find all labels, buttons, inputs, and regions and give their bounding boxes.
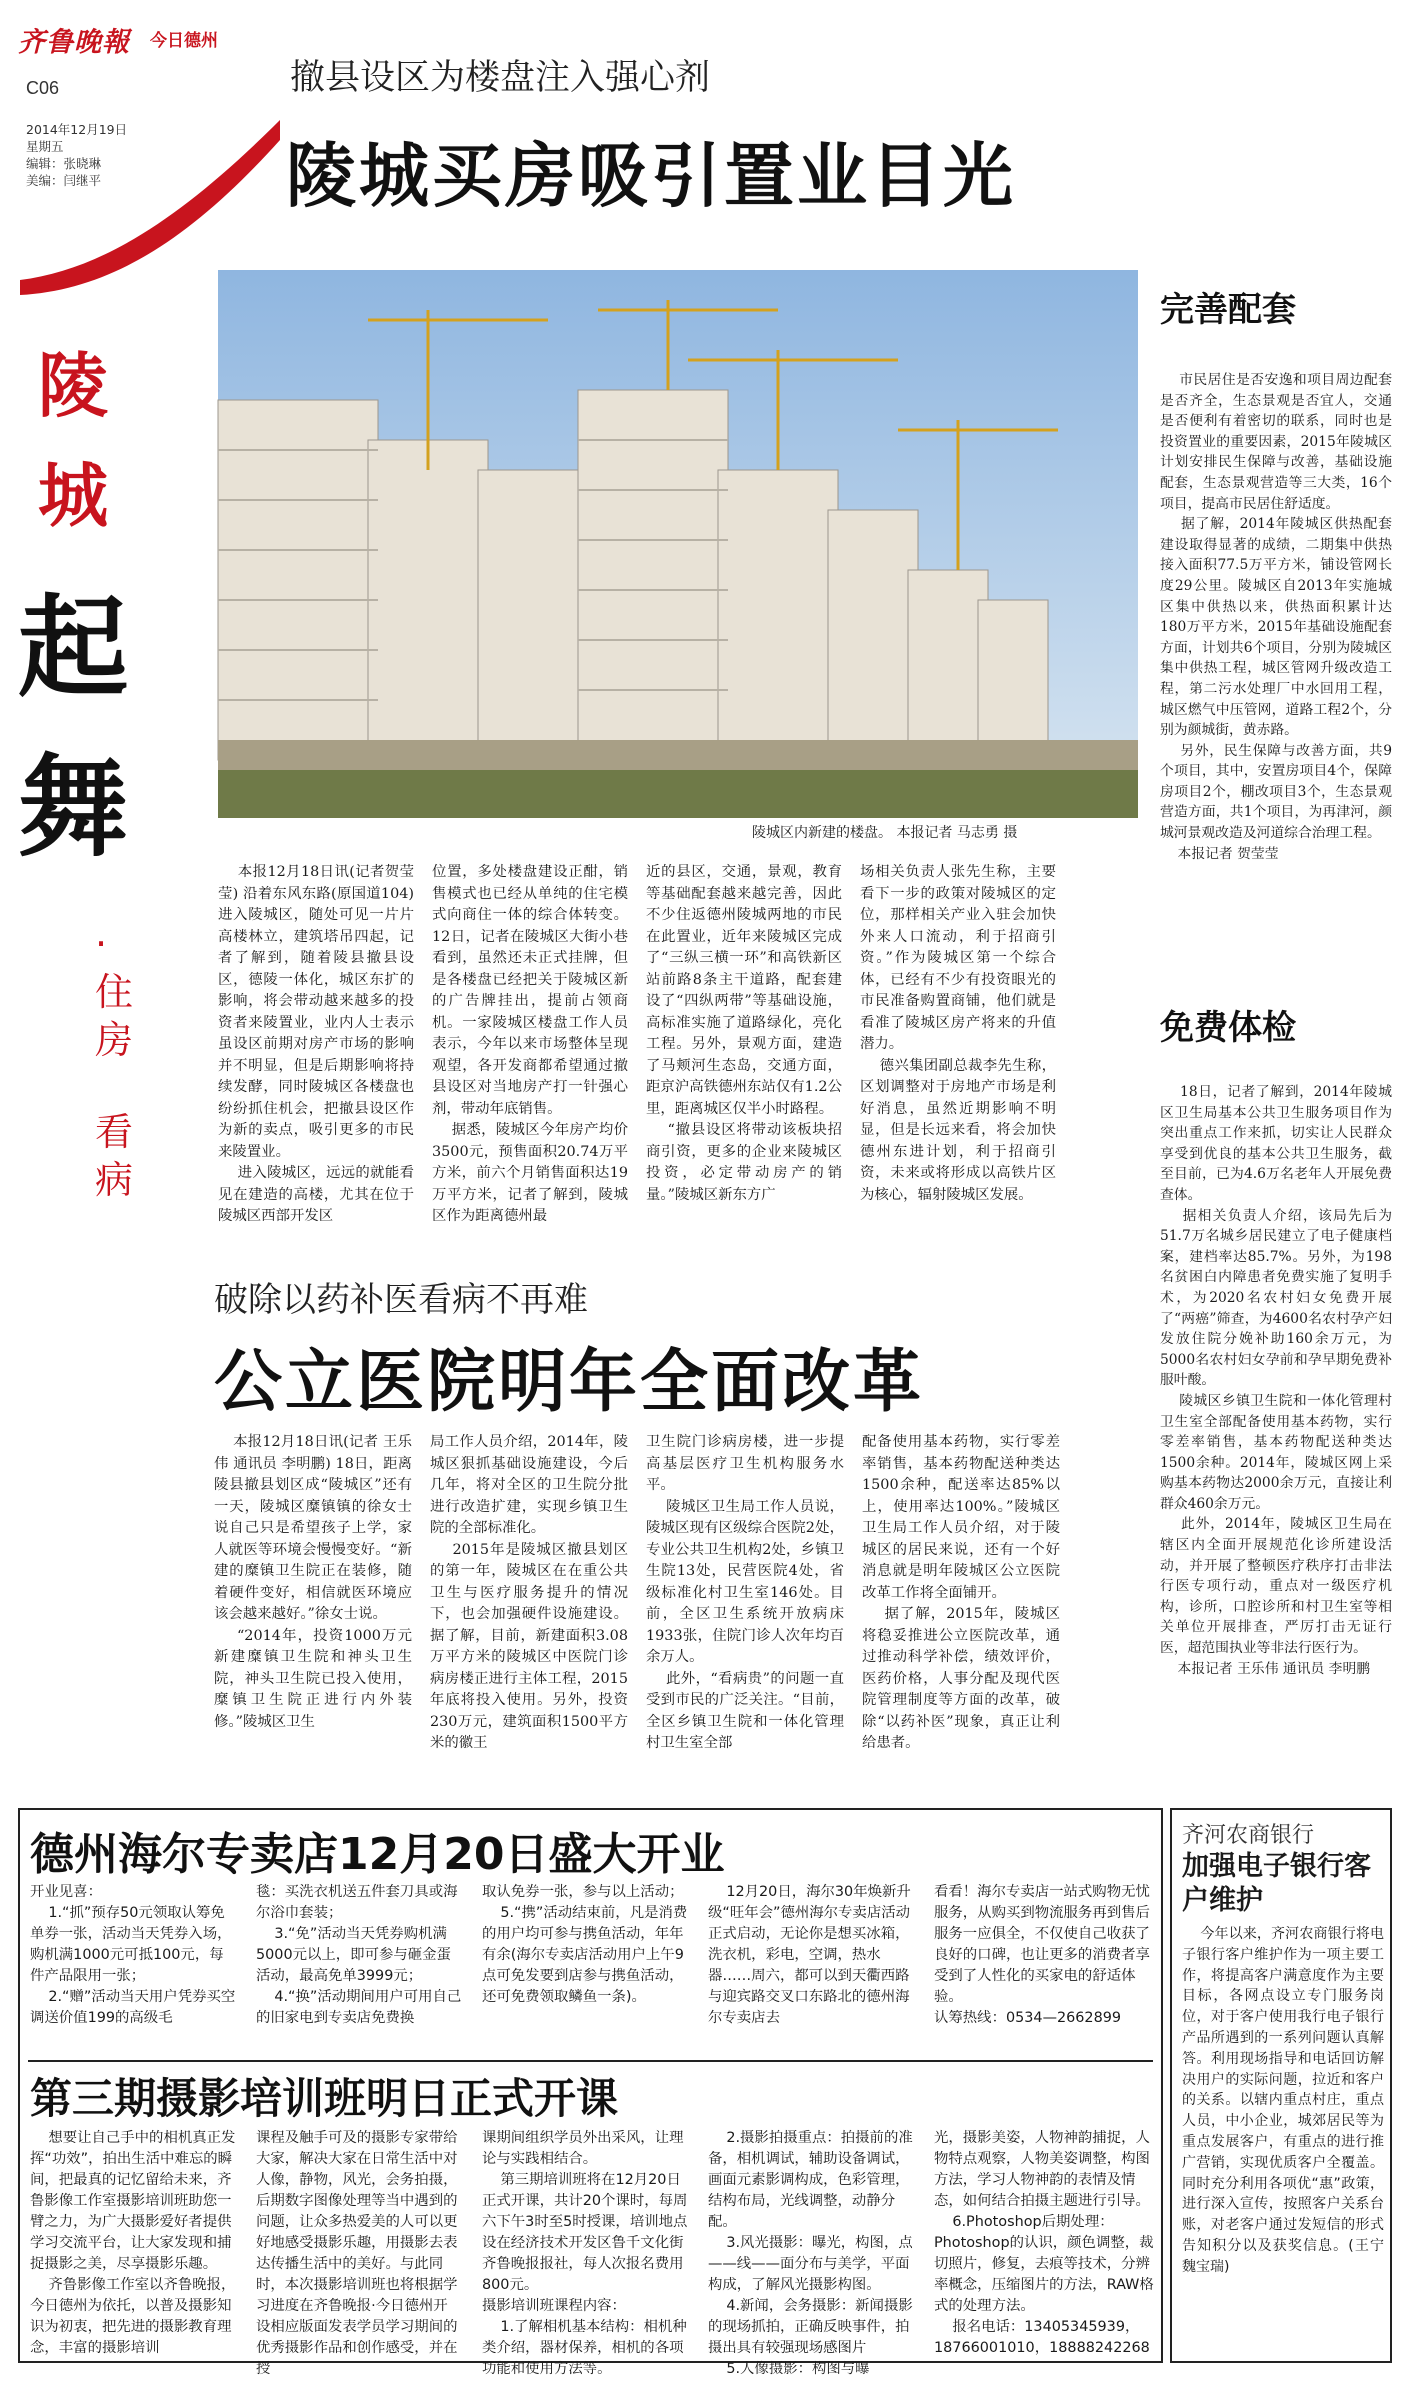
article1-headline: 陵城买房吸引置业目光 [286, 135, 1016, 217]
haier-ad-title: 德州海尔专卖店12月20日盛大开业 [30, 1829, 725, 1880]
photo-class-column-5: 光，摄影美姿，人物神韵捕捉，人物特点观察，人物美姿调整，构图方法，学习人物神韵的表情及情态，如何结合拍摄主题进行引导。 6.Photoshop后期处理：Photoshop的认识，颜色调整，裁切照片，修复，去痕等技术，分辨率概念，压缩图片的方法，RAW格式的处理方法。 报名电话：13405345939，18766001010，18888242268 [934, 2130, 1154, 2356]
article1-column-3: 近的县区，交通，景观，教育等基础配套越来越完善，因此不少住返德州陵城两地的市民在此置业，近年来陵城区完成了“三纵三横一环”和高铁新区站前路8条主干道路，配套建设了“四纵两带”等基础设施，高标准实施了道路绿化，亮化工程。另外，景观方面，建造了马颊河生态岛，交通方面，距京沪高铁德州东站仅有1.2公里，距离城区仅半小时路程。 “撤县设区将带动该板块招商引资，更多的企业来陵城区投资，必定带动房产的销量。”陵城区新东方广 [646, 864, 842, 1203]
article1-column-4: 场相关负责人张先生称，主要看下一步的政策对陵城区的定位，那样相关产业入驻会加快外来人口流动，利于招商引资。”作为陵城区第一个综合体，已经有不少有投资眼光的市民准备购置商铺，他们就是看准了陵城区房产将来的升值潜力。 德兴集团副总裁李先生称，区划调整对于房地产市场是利好消息，虽然近期影响不明显，但是长远来看，将会加快德州东进计划，利于招商引资，未来或将形成以高铁片区为核心，辐射陵城区发展。 [860, 864, 1056, 1203]
page-number: C06 [26, 78, 60, 98]
article2-column-3: 卫生院门诊病房楼，进一步提高基层医疗卫生机构服务水平。 陵城区卫生局工作人员说，陵城区现有区级综合医院2处，专业公共卫生机构2处，乡镇卫生院13处，民营医院4处，省级标准化村卫生室146处。目前，全区卫生系统开放病床1933张，住院门诊人次年均百余万人。 此外，“看病贵”的问题一直受到市民的广泛关注。“目前，全区乡镇卫生院和一体化管理村卫生室全部 [646, 1434, 844, 1751]
banner-sub-medical: 看病 [95, 1110, 134, 1202]
article1-column-2: 位置，多处楼盘建设正酣，销售模式也已经从单纯的住宅模式向商住一体的综合体转变。12日，记者在陵城区大街小巷看到，虽然还未正式挂牌，但是各楼盘已经把关于陵城区新的广告牌挂出，提前占领商机。一家陵城区楼盘工作人员表示，今年以来市场整体呈现观望，各开发商都希望通过撤县设区对当地房产打一针强心剂，带动年底销售。 据悉，陵城区今年房产均价3500元，预售面积20.74万平方米，前六个月销售面积达19万平方米，记者了解到，陵城区作为距离德州最 [432, 864, 628, 1224]
article2-headline: 公立医院明年全面改革 [214, 1343, 925, 1422]
haier-ad-column-1: 开业见喜： 1.“抓”预存50元领取认筹免单券一张，活动当天凭券入场，购机满1000元可抵100元，每件产品限用一张； 2.“赠”活动当天用户凭券买空调送价值199的高级毛 [30, 1884, 236, 2026]
haier-ad-column-5: 看看！海尔专卖店一站式购物无忧服务，从购买到物流服务再到售后服务一应俱全，不仅使自己收获了良好的口碑，也让更多的消费者享受到了人性化的买家电的舒适体验。 认筹热线：0534—2662899 [934, 1884, 1150, 2026]
side1-title: 完善配套 [1160, 290, 1296, 330]
haier-ad-column-4: 12月20日，海尔30年焕新升级“旺年会”德州海尔专卖店活动正式启动，无论你是想买冰箱，洗衣机，彩电，空调，热水器……周六，都可以到天衢西路与迎宾路交叉口东路北的德州海尔专卖店去 [708, 1884, 911, 2026]
designer-credit: 美编：闫继平 [26, 173, 102, 188]
issue-date: 2014年12月19日 [26, 122, 128, 137]
photo-class-column-1: 想要让自己手中的相机真正发挥“功效”，拍出生活中难忘的瞬间，把最真的记忆留给未来，齐鲁影像工作室摄影培训班助您一臂之力，为广大摄影爱好者提供学习交流平台，让大家发现和捕捉摄影之美，尽享摄影乐趣。 齐鲁影像工作室以齐鲁晚报，今日德州为依托，以普及摄影知识为初衷，把先进的摄影教育理念，丰富的摄影培训 [30, 2130, 236, 2356]
article2-column-2: 局工作人员介绍，2014年，陵城区狠抓基础设施建设，今后几年，将对全区的卫生院分批进行改造扩建，实现乡镇卫生院的全部标准化。 2015年是陵城区撤县划区的第一年，陵城区在在重公共卫生与医疗服务提升的情况下，也会加强硬件设施建设。据了解，目前，新建面积3.08万平方米的陵城区中医院门诊病房楼正进行主体工程，2015年底将投入使用。另外，投资230万元，建筑面积1500平方米的徽王 [430, 1434, 628, 1751]
banner-sub-housing: ·住房 [95, 922, 134, 1062]
side2-body: 18日，记者了解到，2014年陵城区卫生局基本公共卫生服务项目作为突出重点工作来抓，切实让人民群众享受到优良的基本公共卫生服务，截至目前，已为4.6万名老年人开展免费查体。 据相关负责人介绍，该局先后为51.7万名城乡居民建立了电子健康档案，建档率达85.7%。另外，为198名贫困白内障患者免费实施了复明手术，为2020名农村妇女免费开展了“两癌”筛查，为4600名农村孕产妇发放住院分娩补助160余万元，为5000名农村妇女孕前和孕早期免费补服叶酸。 陵城区乡镇卫生院和一体化管理村卫生室全部配备使用基本药物，实行零差率销售，基本药物配送种类达1500余种。2014年，陵城区网上采购基本药物达2000余万元，直接让利群众460余万元。 此外，2014年，陵城区卫生局在辖区内全面开展规范化诊所建设活动，并开展了整顿医疗秩序打击非法行医专项行动，重点对一级医疗机构，诊所，口腔诊所和村卫生室等相关单位开展排查，严厉打击无证行医，超范围执业等非法行医行为。 本报记者 王乐伟 通讯员 李明鹏 [1160, 1084, 1393, 1677]
editor-credit: 编辑：张晓琳 [26, 156, 102, 171]
bank-body: 今年以来，齐河农商银行将电子银行客户维护作为一项主要工作，将提高客户满意度作为主要目标，各网点设立专门服务岗位，对于客户使用我行电子银行产品所遇到的一系列问题认真解答。利用现场指导和电话回访解决用户的实际问题，拉近和客户的关系。以辖内重点村庄，重点人员，中小企业，城郊居民等为重点发展客户，有重点的进行推广营销，实现优质客户全覆盖。同时充分利用各项优“惠”政策，进行深入宣传，按照客户关系台账，对老客户通过发短信的形式告知积分以及获奖信息。(王宁 魏宝瑞) [1182, 1926, 1389, 2275]
banner-char-cheng: 城 [38, 454, 108, 537]
article2-column-4: 配备使用基本药物，实行零差率销售，基本药物配送种类达1500余种，配送率达85%以上，使用率达100%。”陵城区卫生局工作人员介绍，对于陵城区的居民来说，还有一个好消息就是明年陵城区公立医院改革工作将全面铺开。 据了解，2015年，陵城区将稳妥推进公立医院改革，通过推动科学补偿，绩效评价，医药价格，人事分配及现代医院管理制度等方面的改革，破除“以药补医”现象，真正让利给患者。 [862, 1434, 1060, 1751]
bank-org: 齐河农商银行 [1182, 1823, 1315, 1848]
photo-class-title: 第三期摄影培训班明日正式开课 [30, 2074, 619, 2123]
ad-divider [28, 2060, 1153, 2062]
newspaper-brand: 齐鲁晚報 [18, 27, 130, 58]
haier-ad-column-3: 取认免券一张，参与以上活动； 5.“携”活动结束前，凡是消费的用户均可参与携鱼活动，年年有余(海尔专卖店活动用户上午9点可免发要到店参与携鱼活动，还可免费领取鳞鱼一条)。 [482, 1884, 688, 2005]
construction-photo [218, 270, 1138, 818]
banner-char-ling: 陵 [38, 344, 108, 427]
article2-subhead: 破除以药补医看病不再难 [214, 1280, 588, 1320]
issue-weekday: 星期五 [26, 139, 64, 154]
side1-body: 市民居住是否安逸和项目周边配套是否齐全，生态景观是否宜人，交通是否便利有着密切的联系，同时也是投资置业的重要因素，2015年陵城区计划安排民生保障与改善，基础设施配套，生态景观营造等三大类，16个项目，提高市民居住舒适度。 据了解，2014年陵城区供热配套建设取得显著的成绩，二期集中供热接入面积77.5万平方米，铺设管网长度29公里。陵城区自2013年实施城区集中供热以来，供热面积累计达180万平方米，2015年基础设施配套方面，计划共6个项目，分别为陵城区集中供热工程，城区管网升级改造工程，第二污水处理厂中水回用工程，城区燃气中压管网，道路工程2个，分别为颜城街，黄赤路。 另外，民生保障与改善方面，共9个项目，其中，安置房项目4个，保障房项目2个，棚改项目3个，生态景观营造方面，共1个项目，为再津河，颜城河景观改造及河道综合治理工程。 本报记者 贺莹莹 [1160, 372, 1393, 862]
bank-title: 加强电子银行客户维护 [1182, 1851, 1371, 1916]
side2-title: 免费体检 [1160, 1008, 1296, 1048]
article2-column-1: 本报12月18日讯(记者 王乐伟 通讯员 李明鹏) 18日，距离陵县撤县划区成“陵城区”还有一天，陵城区糜镇镇的徐女士说自己只是希望孩子上学，家人就医等环境会慢慢变好。“新建的糜镇卫生院正在装修，随着硬件变好，相信就医环境应该会越来越好。”徐女士说。 “2014年，投资1000万元新建糜镇卫生院和神头卫生院，神头卫生院已投入使用，糜镇卫生院正进行内外装修。”陵城区卫生 [214, 1434, 412, 1730]
photo-class-column-2: 课程及触手可及的摄影专家带给大家，解决大家在日常生活中对人像，静物，风光，会务拍摄，后期数字图像处理等当中遇到的问题，让众多热爱美的人可以更好地感受摄影乐趣，用摄影去表达传播生活中的美好。与此同时，本次摄影培训班也将根据学习进度在齐鲁晚报·今日德州开设相应版面发表学员学习期间的优秀摄影作品和创作感受，并在授 [256, 2130, 458, 2377]
banner-char-qi: 起 [18, 583, 128, 712]
photo-class-column-4: 2.摄影拍摄重点：拍摄前的准备，相机调试，辅助设备调试，画面元素影调构成，色彩管理，结构布局，光线调整，动静分配。 3.风光摄影：曝光，构图，点——线——面分布与美学，平面构成，了解风光摄影构图。 4.新闻，会务摄影：新闻摄影的现场抓拍，正确反映事件，拍摄出具有较强现场感图片 5.人像摄影：构图与曝 [708, 2130, 913, 2377]
photo-class-column-3: 课期间组织学员外出采风，让理论与实践相结合。 第三期培训班将在12月20日正式开课，共计20个课时，每周六下午3时至5时授课，培训地点设在经济技术开发区鲁千文化街齐鲁晚报报社，每人次报名费用800元。 摄影培训班课程内容： 1.了解相机基本结构：相机种类介绍，器材保养，相机的各项功能和使用方法等。 [482, 2130, 688, 2377]
photo-caption: 陵城区内新建的楼盘。 本报记者 马志勇 摄 [752, 825, 1018, 841]
article1-subhead: 撤县设区为楼盘注入强心剂 [290, 58, 711, 98]
section-name: 今日德州 [150, 31, 218, 51]
banner-char-wu: 舞 [18, 743, 128, 872]
haier-ad-column-2: 毯：买洗衣机送五件套刀具或海尔浴巾套装； 3.“免”活动当天凭券购机满5000元以上，即可参与砸金蛋活动，最高免单3999元； 4.“换”活动期间用户可用自己的旧家电到专卖店免费换 [256, 1884, 462, 2026]
article1-column-1: 本报12月18日讯(记者贺莹莹) 沿着东风东路(原国道104)进入陵城区，随处可见一片片高楼林立，建筑塔吊四起，记者了解到，随着陵县撤县设区，德陵一体化，城区东扩的影响，将会带动越来越多的投资者来陵置业，业内人士表示虽设区前期对房产市场的影响并不明显，但是后期影响将持续发酵，同时陵城区各楼盘也纷纷抓住机会，把撤县设区作为新的卖点，吸引更多的市民来陵置业。 进入陵城区，远远的就能看见在建造的高楼，尤其在位于陵城区西部开发区 [218, 864, 414, 1224]
